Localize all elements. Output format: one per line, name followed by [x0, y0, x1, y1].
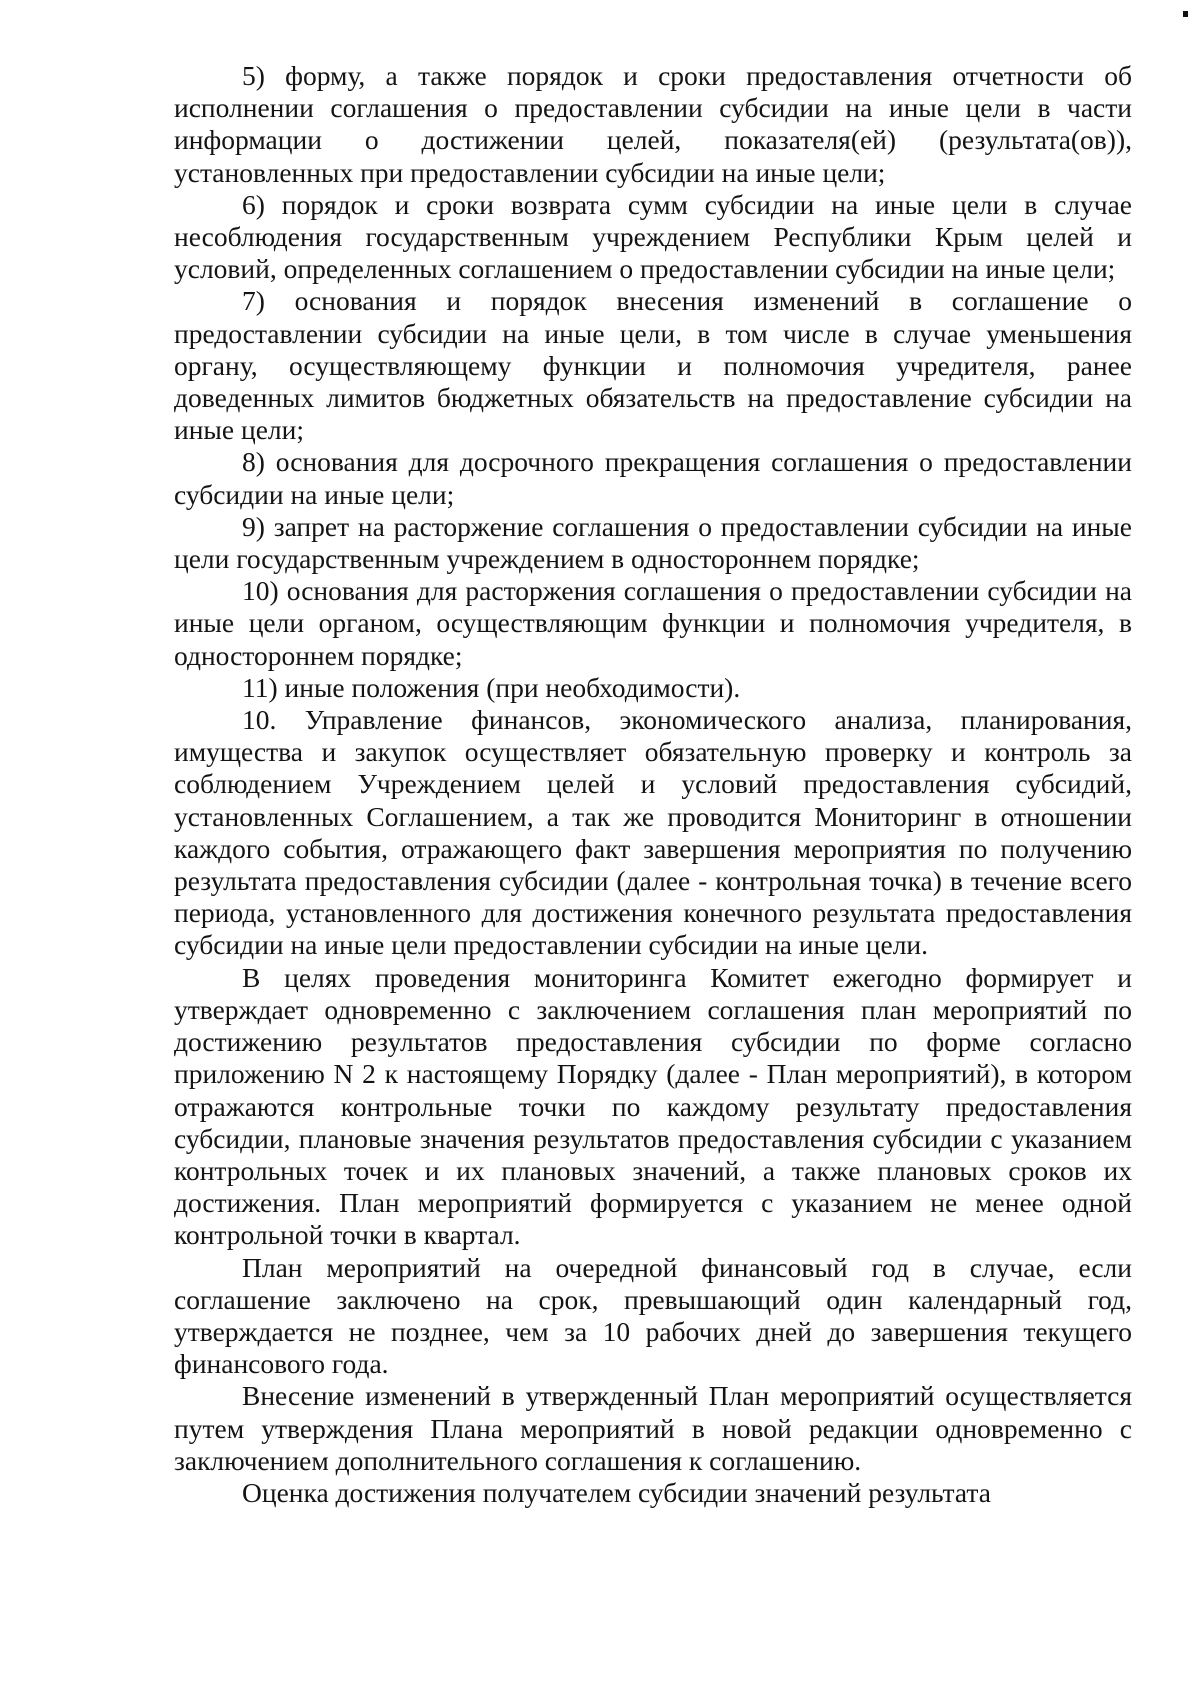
paragraph-item-5-report-form: 5) форму, а также порядок и сроки предоставления отчетности об исполнении соглашения о предоставлении субсидии на иные цели в части информации о достижении целей, показателя(ей) (результата(ов)), установленных при предоставлении субсидии на иные цели;: [174, 60, 1132, 188]
paragraph-item-8-early-termination: 8) основания для досрочного прекращения соглашения о предоставлении субсидии на иные цели;: [174, 446, 1132, 510]
paragraph-assessment-start: Оценка достижения получателем субсидии значений результата: [242, 1476, 991, 1508]
paragraph-plan-amendments: Внесение изменений в утвержденный План мероприятий осуществляется путем утверждения Плана мероприятий в новой редакции одновременно с заключением дополнительного соглашения к соглашению.: [174, 1380, 1132, 1476]
paragraph-item-9-termination-ban: 9) запрет на расторжение соглашения о предоставлении субсидии на иные цели государственным учреждением в одностороннем порядке;: [174, 510, 1132, 575]
paragraph-item-6-refund-procedure: 6) порядок и сроки возврата сумм субсидии на иные цели в случае несоблюдения государственным учреждением Республики Крым целей и условий, определенных соглашением о предоставлении субсидии на иные цели;: [174, 188, 1132, 285]
paragraph-section-10-control: 10. Управление финансов, экономического анализа, планирования, имущества и закупок осуществляет обязательную проверку и контроль за соблюдением Учреждением целей и условий предоставления субсидий, установленных Соглашением, а так же проводится Мониторинг в отношении каждого события, отражающего факт завершения мероприятия по получению результата предоставления субсидии (далее - контрольная точка) в течение всего периода, установленного для достижения конечного результата предоставления субсидии на иные цели предоставлении субсидии на иные цели.: [174, 704, 1132, 961]
paragraph-monitoring-plan: В целях проведения мониторинга Комитет ежегодно формирует и утверждает одновременно с заключением соглашения план мероприятий по достижению результатов предоставления субсидии по форме согласно приложению N 2 к настоящему Порядку (далее - План мероприятий), в котором отражаются контрольные точки по каждому результату предоставления субсидии, плановые значения результатов предоставления субсидии с указанием контрольных точек и их плановых значений, а также плановых сроков их достижения. План мероприятий формируется с указанием не менее одной контрольной точки в квартал.: [174, 961, 1132, 1251]
paragraph-item-11-other-provisions: 11) иные положения (при необходимости).: [242, 671, 741, 703]
document-body: [174, 60, 1132, 1509]
paragraph-plan-next-year: План мероприятий на очередной финансовый год в случае, если соглашение заключено на срок, превышающий один календарный год, утверждается не позднее, чем за 10 рабочих дней до завершения текущего финансового года.: [174, 1251, 1132, 1380]
scan-artifact-mark: [1183, 11, 1188, 17]
paragraph-item-7-amendment-grounds: 7) основания и порядок внесения изменений в соглашение о предоставлении субсидии на иные цели, в том числе в случае уменьшения органу, осуществляющему функции и полномочия учредителя, ранее доведенных лимитов бюджетных обязательств на предоставление субсидии на иные цели;: [174, 285, 1132, 446]
paragraph-item-10-unilateral-termination: 10) основания для расторжения соглашения о предоставлении субсидии на иные цели органом, осуществляющим функции и полномочия учредителя, в одностороннем порядке;: [174, 575, 1132, 671]
